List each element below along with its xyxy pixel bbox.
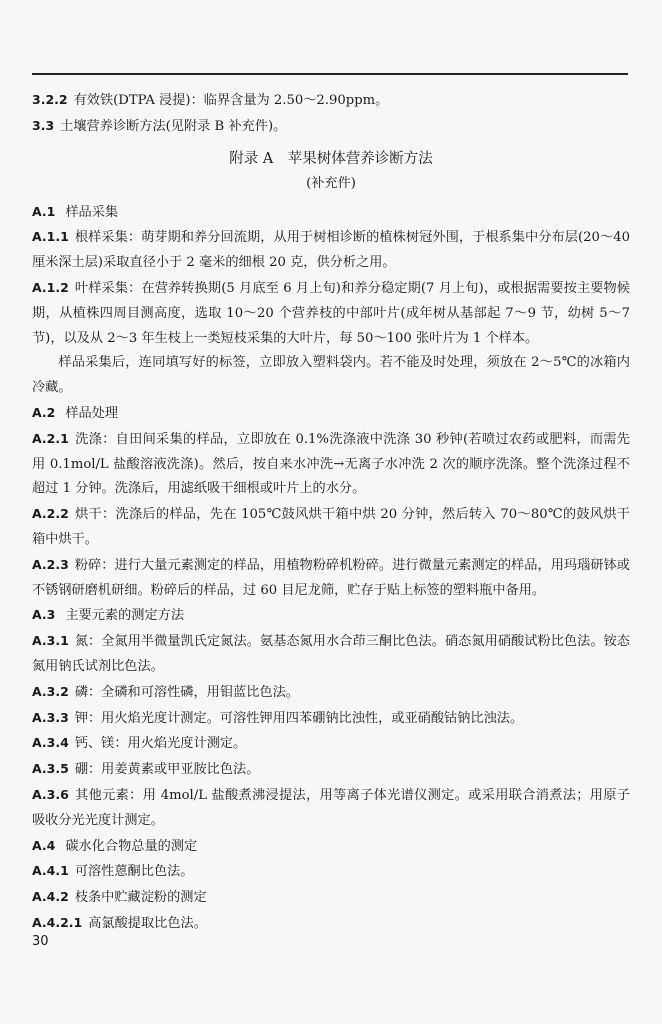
clause-3-3 [32, 114, 630, 140]
clause-text: 样品采集后，连同填写好的标签，立即放入塑料袋内。若不能及时处理，须放在 2～5℃的冰箱内冷藏。 [32, 355, 630, 396]
page-number: 30 [32, 934, 49, 949]
clause-text: 土壤营养诊断方法(见附录 B 补充件)。 [60, 118, 287, 134]
clause-paragraph [32, 427, 630, 502]
clause-text: 硼：用姜黄素或甲亚胺比色法。 [74, 762, 260, 778]
clause-text: 叶样采集：在营养转换期(5 月底至 6 月上旬)和养分稳定期(7 月上旬)，或根据需要按主要物候期，从植株四周目测高度，选取 10～20 个营养枝的中部叶片(成年树从基部起 7～9 节，幼树 5～7 节)，以及从 2～3 年生枝上一类短枝采集的大叶片，每 50～100 张叶片为 1 个样本。 [32, 280, 630, 346]
section-heading [32, 834, 630, 860]
clause-text: 枝条中贮藏淀粉的测定 [74, 890, 207, 906]
clause-number: A.3 [32, 607, 56, 623]
clause-number: A.2.2 [32, 506, 69, 522]
clause-number: A.2.3 [32, 556, 69, 572]
section-heading [32, 200, 630, 226]
clause-paragraph [32, 911, 630, 937]
appendix-title: 附录 A 苹果树体营养诊断方法 [229, 150, 433, 167]
clause-number: A.2.1 [32, 430, 69, 446]
clause-text: 根样采集：萌芽期和养分回流期，从用于树相诊断的植株树冠外围，于根系集中分布层(20～40 厘米深土层)采取直径小于 2 毫米的细根 20 克，供分析之用。 [32, 230, 630, 271]
clause-number: 3.2.2 [32, 92, 68, 107]
clause-number: A.3.4 [32, 735, 69, 751]
clause-number: A.3.6 [32, 786, 69, 802]
clause-paragraph [32, 276, 630, 351]
clause-text: 钾：用火焰光度计测定。可溶性钾用四苯硼钠比浊性，或亚硝酸钴钠比浊法。 [74, 710, 524, 726]
clause-number: A.4.1 [32, 863, 69, 879]
clause-paragraph [32, 502, 630, 553]
body-paragraph [32, 351, 630, 401]
clause-number: A.3.5 [32, 761, 69, 777]
clause-number: A.1 [32, 203, 56, 219]
clause-text: 主要元素的测定方法 [65, 608, 185, 624]
clause-paragraph [32, 629, 630, 680]
clause-number: A.4.2 [32, 889, 69, 905]
document-body [32, 88, 630, 937]
clause-number: 3.3 [32, 117, 55, 133]
appendix-content [32, 200, 630, 937]
clause-number: A.3.2 [32, 683, 69, 699]
clause-text: 碳水化合物总量的测定 [65, 838, 198, 854]
appendix-subtitle: (补充件) [306, 175, 356, 191]
clause-text: 样品处理 [65, 405, 119, 421]
clause-text: 洗涤：自田间采集的样品，立即放在 0.1%洗涤液中洗涤 30 秒钟(若喷过农药或肥料，而需先用 0.1mol/L 盐酸溶液洗涤)。然后，按自来水冲洗→无离子水冲洗 2 次的顺序洗涤。整个洗涤过程不超过 1 分钟。洗涤后，用滤纸吸干细根或叶片上的水分。 [32, 431, 630, 497]
clause-number: A.4 [32, 837, 56, 853]
clause-number: A.2 [32, 404, 56, 420]
clause-text: 钙、镁：用火焰光度计测定。 [74, 736, 247, 752]
clause-text: 样品采集 [65, 204, 119, 220]
clause-paragraph [32, 859, 630, 885]
clause-paragraph [32, 731, 630, 757]
section-heading [32, 401, 630, 427]
clause-paragraph [32, 757, 630, 783]
clause-text: 烘干：洗涤后的样品，先在 105℃鼓风烘干箱中烘 20 分钟，然后转入 70～80℃的鼓风烘干箱中烘干。 [32, 507, 630, 547]
clause-text: 氮：全氮用半微量凯氏定氮法。氨基态氮用水合茚三酮比色法。硝态氮用硝酸试粉比色法。铵态氮用钠氏试剂比色法。 [32, 634, 630, 674]
clause-3-2-2 [32, 88, 630, 114]
clause-number: A.1.1 [32, 229, 69, 245]
clause-number: A.1.2 [32, 279, 69, 295]
section-heading [32, 603, 630, 629]
clause-text: 磷：全磷和可溶性磷，用钼蓝比色法。 [74, 684, 299, 700]
clause-number: A.4.2.1 [32, 914, 83, 930]
clause-paragraph [32, 553, 630, 604]
header-rule [32, 73, 628, 75]
clause-text: 有效铁(DTPA 浸提)：临界含量为 2.50～2.90ppm。 [73, 93, 389, 108]
clause-text: 高氯酸提取比色法。 [88, 915, 207, 931]
clause-number: A.3.3 [32, 709, 69, 725]
clause-paragraph [32, 885, 630, 911]
clause-text: 粉碎：进行大量元素测定的样品，用植物粉碎机粉碎。进行微量元素测定的样品，用玛瑙研钵或不锈钢研磨机研细。粉碎后的样品，过 60 目尼龙筛，贮存于贴上标签的塑料瓶中备用。 [32, 557, 630, 598]
clause-paragraph [32, 783, 630, 834]
clause-paragraph [32, 225, 630, 276]
clause-text: 其他元素：用 4mol/L 盐酸煮沸浸提法，用等离子体光谱仪测定。或采用联合消煮法；用原子吸收分光光度计测定。 [32, 787, 630, 828]
clause-number: A.3.1 [32, 633, 69, 649]
clause-text: 可溶性蒽酮比色法。 [74, 864, 194, 880]
clause-paragraph [32, 680, 630, 706]
clause-paragraph [32, 706, 630, 732]
